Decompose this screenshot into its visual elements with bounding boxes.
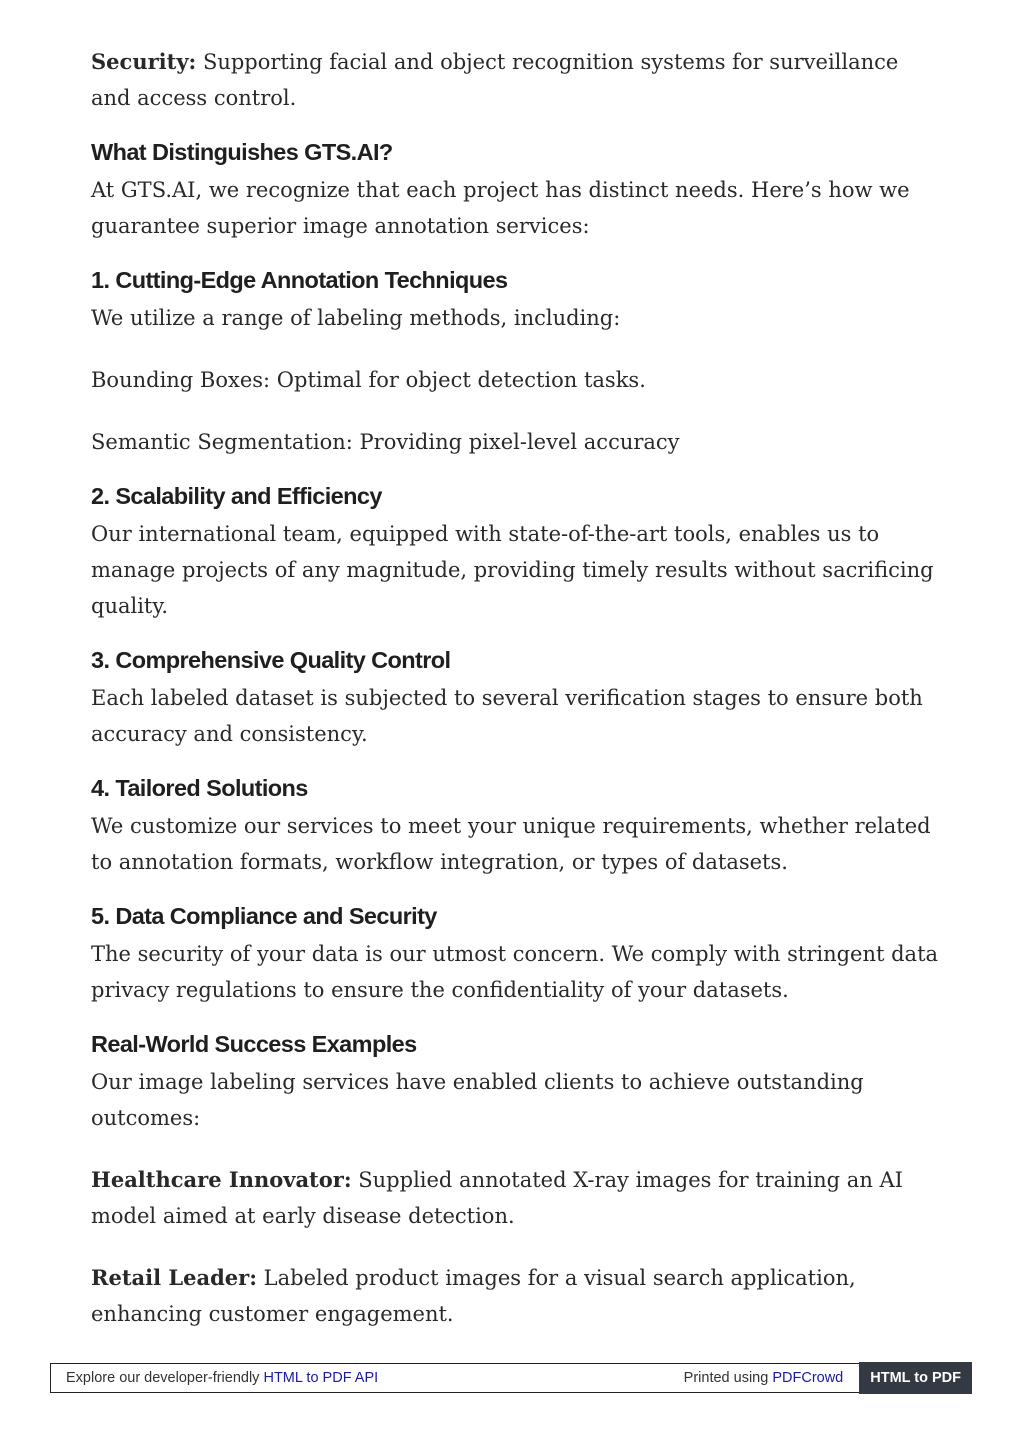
- security-text: Supporting facial and object recognition systems for surveillance and access control.: [91, 50, 899, 110]
- techniques-intro: We utilize a range of labeling methods, including:: [91, 306, 621, 330]
- retail-example: [91, 1260, 941, 1332]
- distinguishes-paragraph: At GTS.AI, we recognize that each project has distinct needs. Here’s how we guarantee superior image annotation services:: [91, 178, 910, 238]
- retail-label: Retail Leader:: [91, 1265, 257, 1290]
- pdfcrowd-link[interactable]: PDFCrowd: [772, 1370, 844, 1386]
- healthcare-text: Supplied annotated X-ray images for training an AI model aimed at early disease detection.: [91, 1168, 903, 1228]
- bounding-boxes-item: Bounding Boxes: Optimal for object detection tasks.: [91, 368, 646, 392]
- quality-paragraph: Each labeled dataset is subjected to several verification stages to ensure both accuracy and consistency.: [91, 686, 923, 746]
- heading-success-examples: Real-World Success Examples: [91, 1031, 417, 1057]
- heading-data-compliance: 5. Data Compliance and Security: [91, 903, 437, 929]
- heading-quality-control: 3. Comprehensive Quality Control: [91, 647, 451, 673]
- footer-explore-text: Explore our developer-friendly: [66, 1370, 264, 1386]
- heading-what-distinguishes: What Distinguishes GTS.AI?: [91, 139, 393, 165]
- healthcare-example: [91, 1162, 941, 1234]
- footer-printed-text: Printed using: [683, 1370, 773, 1386]
- heading-scalability: 2. Scalability and Efficiency: [91, 483, 382, 509]
- footer-explore: [51, 1370, 684, 1386]
- success-paragraph: Our image labeling services have enabled clients to achieve outstanding outcomes:: [91, 1070, 864, 1130]
- healthcare-label: Healthcare Innovator:: [91, 1167, 352, 1192]
- heading-tailored-solutions: 4. Tailored Solutions: [91, 775, 308, 801]
- html-to-pdf-api-link[interactable]: HTML to PDF API: [263, 1370, 379, 1386]
- compliance-paragraph: The security of your data is our utmost concern. We comply with stringent data privacy regulations to ensure the confidentiality of your datasets.: [91, 942, 939, 1002]
- footer-printed: [684, 1370, 860, 1386]
- pdfcrowd-footer: [50, 1363, 972, 1393]
- retail-text: Labeled product images for a visual search application, enhancing customer engagement.: [91, 1266, 856, 1326]
- scalability-paragraph: Our international team, equipped with state-of-the-art tools, enables us to manage projects of any magnitude, providing timely results without sacrificing quality.: [91, 522, 934, 618]
- security-label: Security:: [91, 49, 197, 74]
- security-paragraph: [91, 44, 941, 116]
- html-to-pdf-badge[interactable]: HTML to PDF: [859, 1362, 972, 1394]
- heading-annotation-techniques: 1. Cutting-Edge Annotation Techniques: [91, 267, 508, 293]
- tailored-paragraph: We customize our services to meet your unique requirements, whether related to annotation formats, workflow integration, or types of datasets.: [91, 814, 931, 874]
- article-content: [91, 44, 941, 1332]
- semantic-segmentation-item: Semantic Segmentation: Providing pixel-level accuracy: [91, 430, 680, 454]
